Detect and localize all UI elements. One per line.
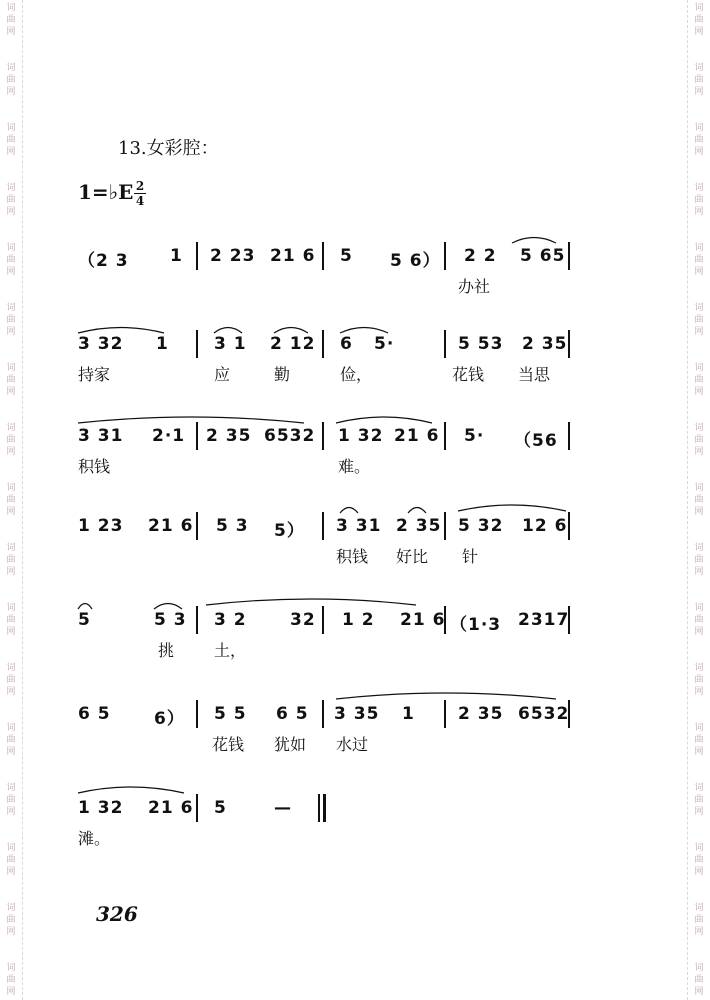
note-group: 6） [154,709,185,729]
note-group: 1 2 [342,610,375,630]
score-system-2 [78,328,578,408]
note-group: 21 6 [270,246,316,266]
note-group: 1 [156,334,169,354]
lyric: 积钱 [336,547,369,566]
note-group: 1 23 [78,516,124,536]
note-group: 6 5 [78,704,111,724]
watermark-glyph: 词 曲 网 [6,63,16,97]
note-group: 1 32 [338,426,384,446]
note-group: 6532 [518,704,570,724]
note-group: 5 5 [214,704,247,724]
note-group: 5 65 [520,246,566,266]
section-heading: 13.女彩腔： [118,138,219,159]
note-group: 3 35 [334,704,380,724]
note-group: 1 [170,246,183,266]
time-signature [134,180,146,207]
note-group: 1 32 [78,798,124,818]
note-group: 2·1 [152,426,186,446]
watermark-glyph: 词 曲 网 [694,123,704,157]
lyric: 当思 [518,365,551,384]
note-group: 5 3 [216,516,249,536]
note-group: 6 [340,334,353,354]
watermark-glyph: 词 曲 网 [694,63,704,97]
watermark-glyph: 词 曲 网 [6,843,16,877]
score-system-3 [78,420,578,500]
note-group: 3 1 [214,334,247,354]
watermark-glyph: 词 曲 网 [6,423,16,457]
note-group: 5） [274,521,305,541]
watermark-glyph: 词 曲 网 [6,903,16,937]
score-system-1 [78,240,578,320]
watermark-glyph: 词 曲 网 [694,543,704,577]
watermark-glyph: 词 曲 网 [6,603,16,637]
note-group: — [274,798,292,818]
note-group: 12 6 [522,516,568,536]
watermark-glyph: 词 曲 网 [6,3,16,37]
watermark-glyph: 词 曲 网 [6,363,16,397]
note-group: 1 [402,704,415,724]
lyric: 花钱 [212,735,245,754]
watermark-glyph: 词 曲 网 [6,243,16,277]
note-group: （2 3 [78,251,129,271]
lyric: 好比 [396,547,429,566]
lyric: 应 [214,365,231,384]
lyric: 办社 [458,277,491,296]
note-group: 2317 [518,610,570,630]
watermark-glyph: 词 曲 网 [694,183,704,217]
watermark-glyph: 词 曲 网 [6,123,16,157]
watermark-glyph: 词 曲 网 [694,3,704,37]
lyric: 针 [462,547,479,566]
watermark-glyph: 词 曲 网 [694,663,704,697]
left-watermark-strip [0,0,23,1000]
note-group: 2 12 [270,334,316,354]
time-signature-top: 2 [135,179,145,193]
page-number: 326 [96,902,138,926]
watermark-glyph: 词 曲 网 [694,483,704,517]
note-group: 5 53 [458,334,504,354]
watermark-glyph: 词 曲 网 [6,483,16,517]
score-system-7 [78,792,578,872]
note-group: 2 2 [464,246,497,266]
watermark-glyph: 词 曲 网 [6,303,16,337]
note-group: 2 35 [522,334,568,354]
lyric: 勤 [274,365,291,384]
note-group: 5 [78,610,91,630]
lyric: 滩。 [78,829,111,848]
lyric: 积钱 [78,457,111,476]
lyric: 花钱 [452,365,485,384]
watermark-glyph: 词 曲 网 [6,723,16,757]
note-group: 32 [290,610,316,630]
watermark-glyph: 词 曲 网 [694,363,704,397]
note-group: 3 32 [78,334,124,354]
lyric: 土， [214,641,247,660]
score-system-5 [78,604,578,684]
watermark-glyph: 词 曲 网 [694,303,704,337]
note-group: 21 6 [148,516,194,536]
watermark-glyph: 词 曲 网 [6,543,16,577]
watermark-glyph: 词 曲 网 [694,843,704,877]
watermark-glyph: 词 曲 网 [6,183,16,217]
note-group: 5 6） [390,251,441,271]
watermark-glyph: 词 曲 网 [694,243,704,277]
note-group: （56 [514,431,558,451]
note-group: 2 35 [458,704,504,724]
watermark-glyph: 词 曲 网 [694,423,704,457]
watermark-glyph: 词 曲 网 [6,963,16,997]
lyric: 俭， [340,365,373,384]
note-group: 5· [464,426,485,446]
note-group: 5 [214,798,227,818]
note-group: 2 35 [206,426,252,446]
note-group: 2 23 [210,246,256,266]
score-system-4 [78,510,578,590]
note-group: 5 32 [458,516,504,536]
lyric: 挑 [158,641,175,660]
note-group: 21 6 [394,426,440,446]
note-group: 2 35 [396,516,442,536]
note-group: 5· [374,334,395,354]
score-system-6 [78,698,578,778]
lyric: 水过 [336,735,369,754]
watermark-glyph: 词 曲 网 [694,963,704,997]
lyric: 犹如 [274,735,307,754]
key-signature: 1=♭E [78,180,134,204]
note-group: 6532 [264,426,316,446]
note-group: 21 6 [400,610,446,630]
watermark-glyph: 词 曲 网 [694,723,704,757]
watermark-glyph: 词 曲 网 [694,603,704,637]
note-group: 5 [340,246,353,266]
time-signature-bottom: 4 [135,194,145,208]
watermark-glyph: 词 曲 网 [694,903,704,937]
note-group: （1·3 [450,615,502,635]
note-group: 21 6 [148,798,194,818]
watermark-glyph: 词 曲 网 [694,783,704,817]
note-group: 6 5 [276,704,309,724]
note-group: 3 2 [214,610,247,630]
note-group: 3 31 [78,426,124,446]
note-group: 5 3 [154,610,187,630]
lyric: 难。 [338,457,371,476]
watermark-glyph: 词 曲 网 [6,663,16,697]
right-watermark-strip [687,0,710,1000]
note-group: 3 31 [336,516,382,536]
watermark-glyph: 词 曲 网 [6,783,16,817]
lyric: 持家 [78,365,111,384]
